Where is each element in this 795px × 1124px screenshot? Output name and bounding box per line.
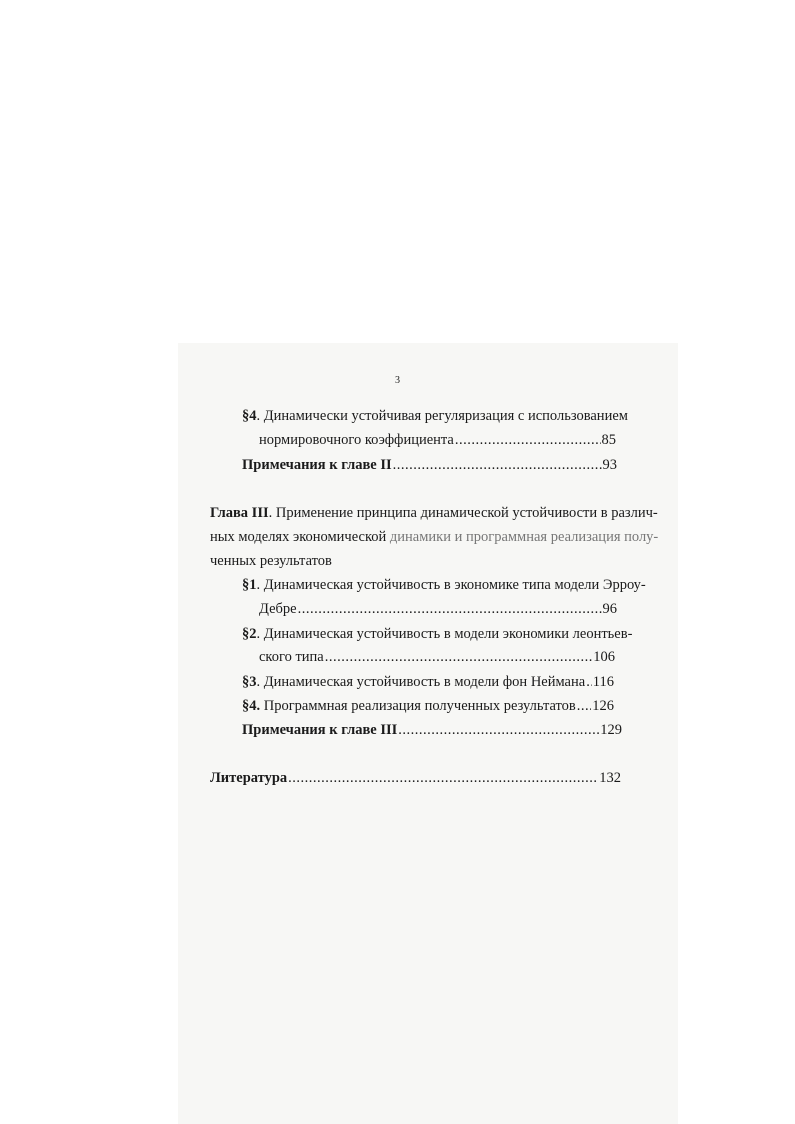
leader-dots bbox=[298, 600, 602, 618]
para-sign: §3 bbox=[242, 674, 257, 690]
chapter-label: Глава III bbox=[210, 505, 269, 521]
para-sign: §4. bbox=[242, 698, 261, 714]
toc-sec3 bbox=[242, 673, 614, 691]
toc-sec4-ch2-line2 bbox=[259, 431, 616, 449]
toc-page: 129 bbox=[600, 722, 622, 738]
toc-sec2-line2 bbox=[259, 648, 615, 666]
leader-dots bbox=[586, 673, 592, 691]
toc-page: 93 bbox=[602, 457, 617, 473]
toc-chapter3-line1 bbox=[210, 504, 658, 522]
toc-literature bbox=[210, 769, 621, 787]
toc-page: 85 bbox=[601, 432, 616, 448]
leader-dots bbox=[288, 769, 598, 787]
toc-text: . Применение принципа динамической устойчивости в различ- bbox=[268, 505, 658, 521]
para-sign: §1 bbox=[242, 577, 257, 593]
toc-text: . Динамическая устойчивость в модели экономики леонтьев- bbox=[256, 626, 633, 642]
leader-dots bbox=[455, 431, 601, 449]
toc-text: ского типа bbox=[259, 649, 324, 665]
toc-sec1-line2 bbox=[259, 600, 617, 618]
toc-text: Программная реализация полученных результатов bbox=[260, 698, 576, 714]
toc-sec2-line1 bbox=[242, 625, 632, 643]
toc-page: 116 bbox=[592, 674, 614, 690]
toc-text: Примечания к главе II bbox=[242, 457, 392, 473]
toc-text: ных моделях экономической bbox=[210, 529, 390, 545]
toc-text: нормировочного коэффициента bbox=[259, 432, 454, 448]
leader-dots bbox=[325, 648, 593, 666]
para-sign: §2 bbox=[242, 626, 257, 642]
toc-text: Литература bbox=[210, 770, 288, 786]
toc-page: 132 bbox=[599, 770, 621, 786]
toc-notes-ch2 bbox=[242, 456, 617, 474]
toc-text: . Динамически устойчивая регуляризация с использованием bbox=[256, 408, 628, 424]
toc-chapter3-line2 bbox=[210, 528, 658, 546]
toc-sec1-line1 bbox=[242, 576, 646, 594]
toc-text: Примечания к главе III bbox=[242, 722, 398, 738]
leader-dots bbox=[393, 456, 602, 474]
toc-text: Дебре bbox=[259, 601, 297, 617]
toc-notes-ch3 bbox=[242, 721, 622, 739]
toc-page: 106 bbox=[593, 649, 615, 665]
para-sign: §4 bbox=[242, 408, 257, 424]
toc-chapter3-line3: ченных результатов bbox=[210, 553, 332, 569]
leader-dots bbox=[398, 721, 599, 739]
page-number: 3 bbox=[395, 375, 400, 386]
toc-sec4 bbox=[242, 697, 614, 715]
toc-sec4-ch2-line1 bbox=[242, 407, 628, 425]
toc-text: . Динамическая устойчивость в экономике типа модели Эрроу- bbox=[256, 577, 646, 593]
toc-text-faded: динамики и программная реализация полу- bbox=[389, 529, 659, 545]
leader-dots bbox=[577, 697, 591, 715]
toc-page: 126 bbox=[592, 698, 614, 714]
toc-text: . Динамическая устойчивость в модели фон Неймана bbox=[256, 674, 586, 690]
toc-page: 96 bbox=[602, 601, 617, 617]
